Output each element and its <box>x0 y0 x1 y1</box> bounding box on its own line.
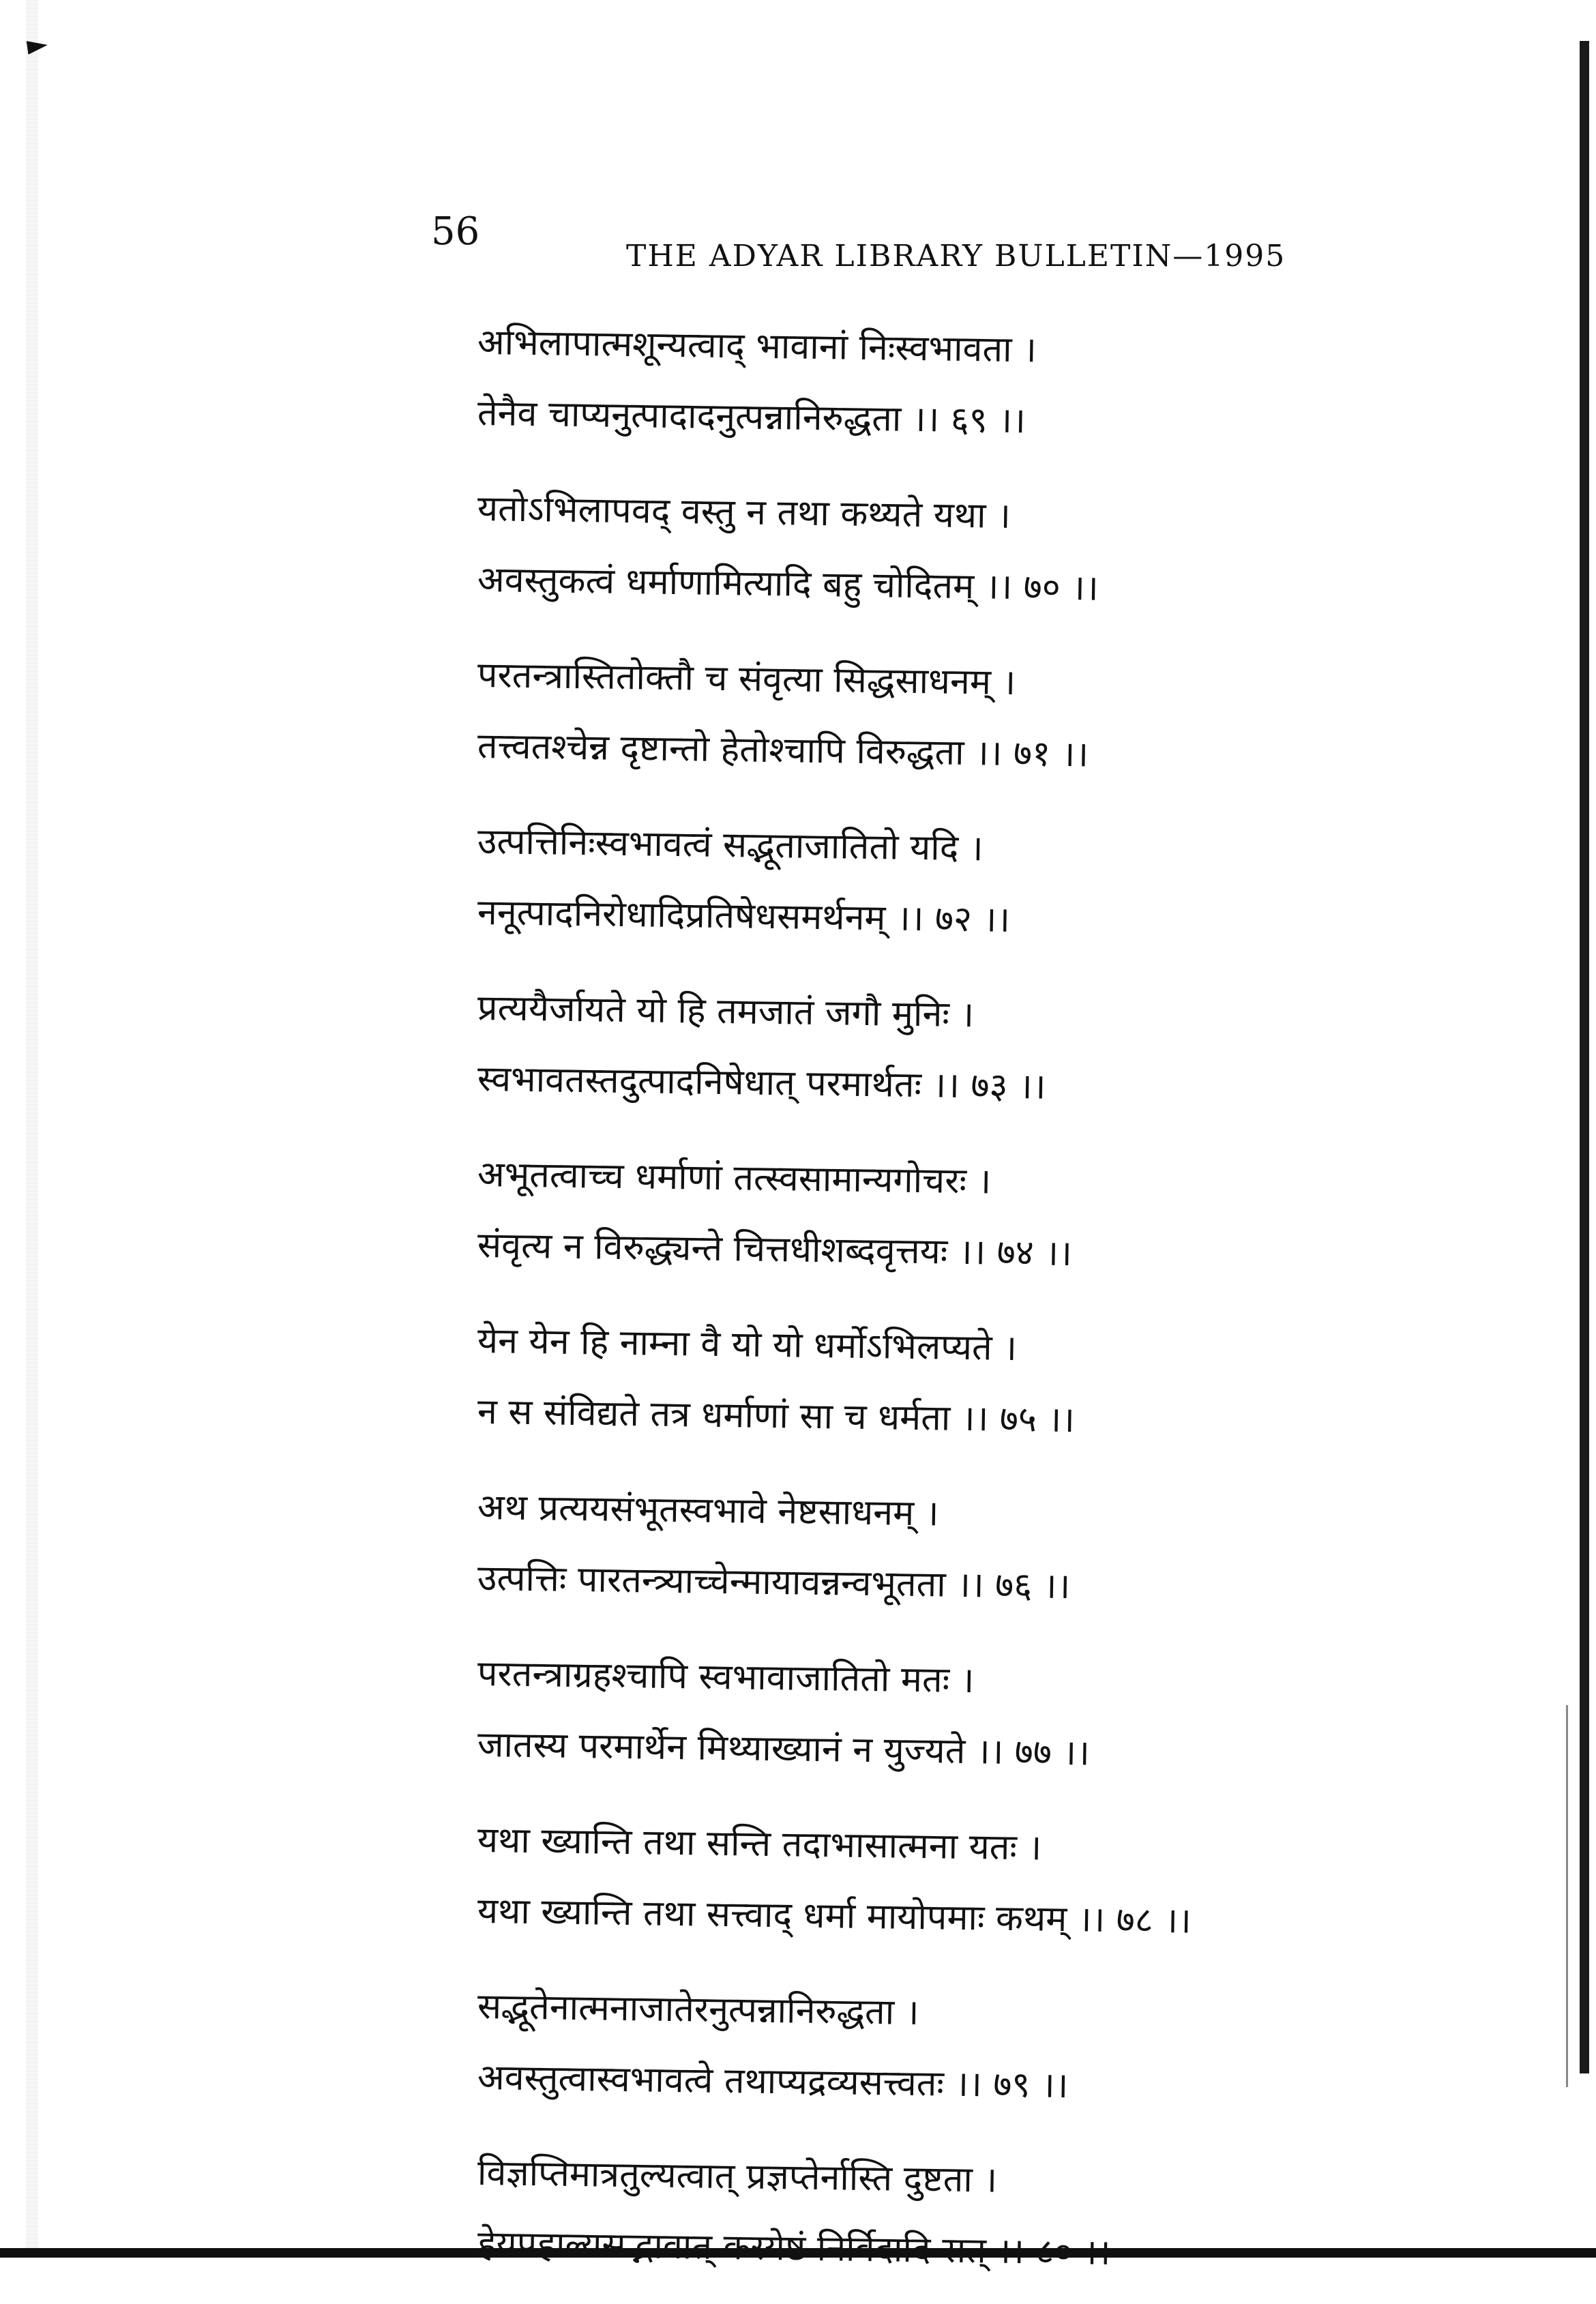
verse-78 <box>477 1805 1541 1947</box>
verse-73 <box>477 973 1541 1114</box>
scan-corner-mark <box>27 38 48 55</box>
verse-line: उत्पत्तिनिःस्वभावत्वं सद्भूताजातितो यदि । <box>477 821 984 870</box>
verse-line: सद्भूतेनात्मनाजातेरनुत्पन्नानिरुद्धता । <box>477 1986 919 2034</box>
verse-line: ननूत्पादनिरोधादिप्रतिषेधसमर्थनम् ।। ७२ ।। <box>477 892 1011 941</box>
verse-75 <box>477 1305 1541 1447</box>
verse-line: तेनैव चाप्यनुत्पादादनुत्पन्नानिरुद्धता ।। ६९ ।। <box>477 393 1026 442</box>
scan-left-edge <box>26 0 38 2258</box>
verse-line: अथ प्रत्ययसंभूतस्वभावे नेष्टसाधनम् । <box>477 1487 939 1535</box>
page-number: 56 <box>431 209 480 254</box>
verse-line: यथा ख्यान्ति तथा सन्ति तदाभासात्मना यतः । <box>477 1820 1042 1869</box>
verse-77 <box>477 1638 1541 1780</box>
verse-72 <box>477 806 1541 948</box>
running-head: THE ADYAR LIBRARY BULLETIN—1995 <box>626 239 1286 274</box>
verse-line: न स संविद्यते तत्र धर्माणां सा च धर्मता ।। ७५ ।। <box>477 1391 1076 1441</box>
verse-line: परतन्त्राग्रहश्चापि स्वभावाजातितो मतः । <box>477 1653 975 1702</box>
verse-line: परतन्त्रास्तितोक्तौ च संवृत्या सिद्धसाधनम् । <box>477 655 1016 704</box>
verse-line: अभिलापात्मशून्यत्वाद् भावानां निःस्वभावता । <box>477 322 1037 371</box>
verse-line: स्वभावतस्तदुत्पादनिषेधात् परमार्थतः ।। ७३ ।। <box>477 1059 1046 1108</box>
verse-line: तत्त्वतश्चेन्न दृष्टान्तो हेतोश्चापि विरुद्धता ।। ७१ ।। <box>477 726 1089 776</box>
verse-line: संवृत्य न विरुद्ध्यन्ते चित्तधीशब्दवृत्तयः ।। ७४ ।। <box>477 1225 1073 1275</box>
scan-right-edge-thin <box>1566 1705 1568 2087</box>
verse-line: अवस्तुकत्वं धर्माणामित्यादि बहु चोदितम् ।। ७० ।। <box>477 559 1099 609</box>
verse-71 <box>477 640 1541 782</box>
verse-line: अवस्तुत्वास्वभावत्वे तथाप्यद्रव्यसत्त्वतः ।। ७९ ।। <box>477 2057 1069 2107</box>
verse-line: येन येन हि नाम्ना वै यो यो धर्मोऽभिलप्यते । <box>477 1320 1018 1370</box>
verse-line: यतोऽभिलापवद् वस्तु न तथा कथ्यते यथा । <box>477 488 1011 537</box>
scan-right-edge <box>1580 41 1589 2073</box>
verse-line: यथा ख्यान्ति तथा सत्त्वाद् धर्मा मायोपमाः कथम् ।। ७८ ।। <box>477 1891 1192 1942</box>
verse-line: विज्ञप्तिमात्रतुल्यत्वात् प्रज्ञप्तेर्नास्ति दुष्टता । <box>477 2153 998 2201</box>
verse-line: हेयप्रहाल्यसद्भावात् कस्येष्टं निर्विदादि सत् ।। ८० ।। <box>477 2224 1111 2273</box>
verse-line: जातस्य परमार्थेन मिथ्याख्यानं न युज्यते ।। ७७ ।। <box>477 1724 1091 1774</box>
verse-76 <box>477 1472 1541 1614</box>
verse-block <box>477 307 1541 2304</box>
verse-line: अभूतत्वाच्च धर्माणां तत्स्वसामान्यगोचरः । <box>477 1154 992 1202</box>
verse-70 <box>477 473 1541 615</box>
verse-74 <box>477 1139 1541 1281</box>
verse-79 <box>477 1971 1541 2113</box>
verse-69 <box>477 307 1541 449</box>
verse-line: प्रत्ययैर्जायते यो हि तमजातं जगौ मुनिः । <box>477 988 975 1036</box>
verse-line: उत्पत्तिः पारतन्त्र्याच्चेन्मायावन्नन्वभूतता ।। ७६ ।। <box>477 1558 1071 1608</box>
verse-80 <box>477 2138 1541 2279</box>
